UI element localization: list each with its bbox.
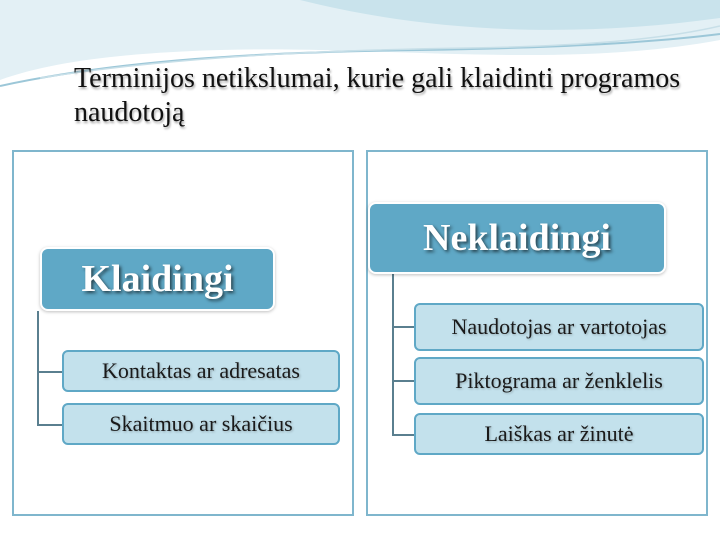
heading-klaidingi: Klaidingi: [40, 247, 275, 311]
right-item-2: Piktograma ar ženklelis: [414, 357, 704, 405]
left-item-2: Skaitmuo ar skaičius: [62, 403, 340, 445]
heading-neklaidingi: Neklaidingi: [368, 202, 666, 274]
right-item-3: Laiškas ar žinutė: [414, 413, 704, 455]
left-item-1: Kontaktas ar adresatas: [62, 350, 340, 392]
right-item-1: Naudotojas ar vartotojas: [414, 303, 704, 351]
left-panel-frame: [12, 150, 354, 516]
slide-title: Terminijos netikslumai, kurie gali klaidinti programos naudotoją: [74, 63, 681, 128]
